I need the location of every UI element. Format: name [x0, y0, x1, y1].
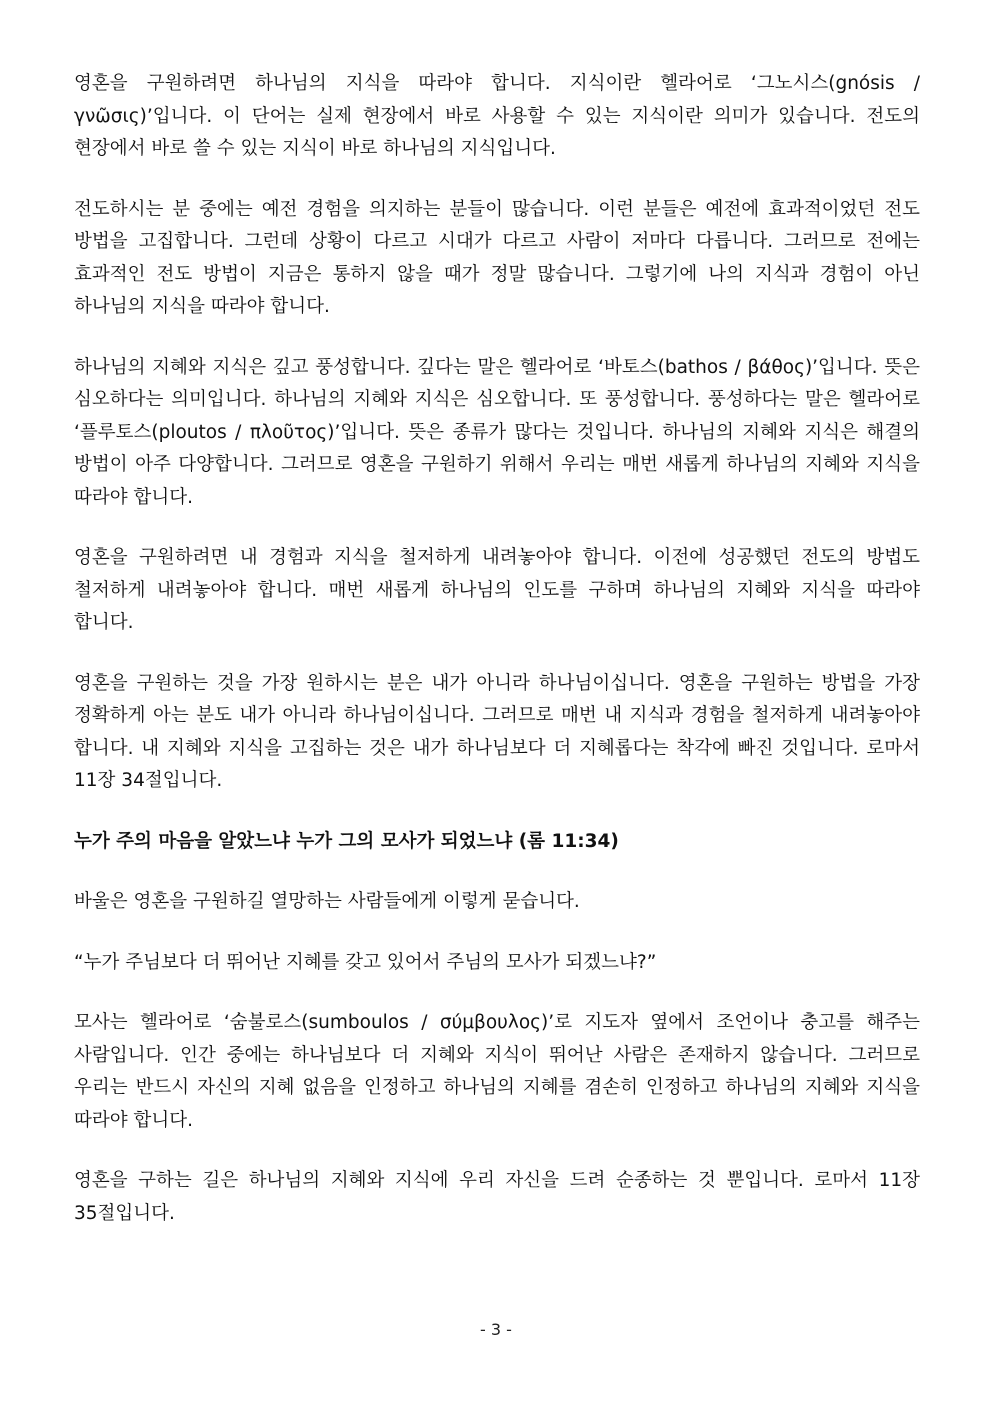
page-number: - 3 -	[480, 1320, 512, 1339]
paragraph-bathos-ploutos: 하나님의 지혜와 지식은 깊고 풍성합니다. 깊다는 말은 헬라어로 ‘바토스(bathos / βάθος)’입니다. 뜻은 심오하다는 의미입니다. 하나님의 지혜와 지식은 심오합니다. 또 풍성합니다. 풍성하다는 말은 헬라어로 ‘플루토스(ploutos / πλοῦτος)’입니다. 뜻은 종류가 많다는 것입니다. 하나님의 지혜와 지식은 해결의 방법이 아주 다양합니다. 그러므로 영혼을 구원하기 위해서 우리는 매번 새롭게 하나님의 지혜와 지식을 따라야 합니다.	[74, 356, 920, 508]
paragraph-conclusion: 영혼을 구하는 길은 하나님의 지혜와 지식에 우리 자신을 드려 순종하는 것 뿐입니다. 로마서 11장 35절입니다.	[74, 1170, 920, 1224]
paragraph-quote: “누가 주님보다 더 뛰어난 지혜를 갖고 있어서 주님의 모사가 되겠느냐?”	[74, 951, 657, 973]
paragraph-sumboulos: 모사는 헬라어로 ‘숨불로스(sumboulos / σύμβουλος)’로 지도자 옆에서 조언이나 충고를 해주는 사람입니다. 인간 중에는 하나님보다 더 지혜와 지식이 뛰어난 사람은 존재하지 않습니다. 그러므로 우리는 반드시 자신의 지혜 없음을 인정하고 하나님의 지혜를 겸손히 인정하고 하나님의 지혜와 지식을 따라야 합니다.	[74, 1012, 920, 1131]
paragraph-paul-asks: 바울은 영혼을 구원하길 열망하는 사람들에게 이렇게 묻습니다.	[74, 891, 580, 912]
paragraph-lay-down: 영혼을 구원하려면 내 경험과 지식을 철저하게 내려놓아야 합니다. 이전에 성공했던 전도의 방법도 철저하게 내려놓아야 합니다. 매번 새롭게 하나님의 인도를 구하며 하나님의 지혜와 지식을 따라야 합니다.	[74, 547, 920, 633]
document-body	[74, 68, 920, 1258]
paragraph-past-experience: 전도하시는 분 중에는 예전 경험을 의지하는 분들이 많습니다. 이런 분들은 예전에 효과적이었던 전도 방법을 고집합니다. 그런데 상황이 다르고 시대가 다르고 사람이 저마다 다릅니다. 그러므로 전에는 효과적인 전도 방법이 지금은 통하지 않을 때가 정말 많습니다. 그렇기에 나의 지식과 경험이 아닌 하나님의 지식을 따라야 합니다.	[74, 198, 920, 317]
paragraph-god-wants: 영혼을 구원하는 것을 가장 원하시는 분은 내가 아니라 하나님이십니다. 영혼을 구원하는 방법을 가장 정확하게 아는 분도 내가 아니라 하나님이십니다. 그러므로 매번 내 지식과 경험을 철저하게 내려놓아야 합니다. 내 지혜와 지식을 고집하는 것은 내가 하나님보다 더 지혜롭다는 착각에 빠진 것입니다. 로마서 11장 34절입니다.	[74, 672, 920, 791]
paragraph-gnosis: 영혼을 구원하려면 하나님의 지식을 따라야 합니다. 지식이란 헬라어로 ‘그노시스(gnósis / γνῶσις)’입니다. 이 단어는 실제 현장에서 바로 사용할 수 있는 지식이란 의미가 있습니다. 전도의 현장에서 바로 쓸 수 있는 지식이 바로 하나님의 지식입니다.	[74, 73, 920, 159]
scripture-verse: 누가 주의 마음을 알았느냐 누가 그의 모사가 되었느냐 (롬 11:34)	[74, 830, 619, 852]
